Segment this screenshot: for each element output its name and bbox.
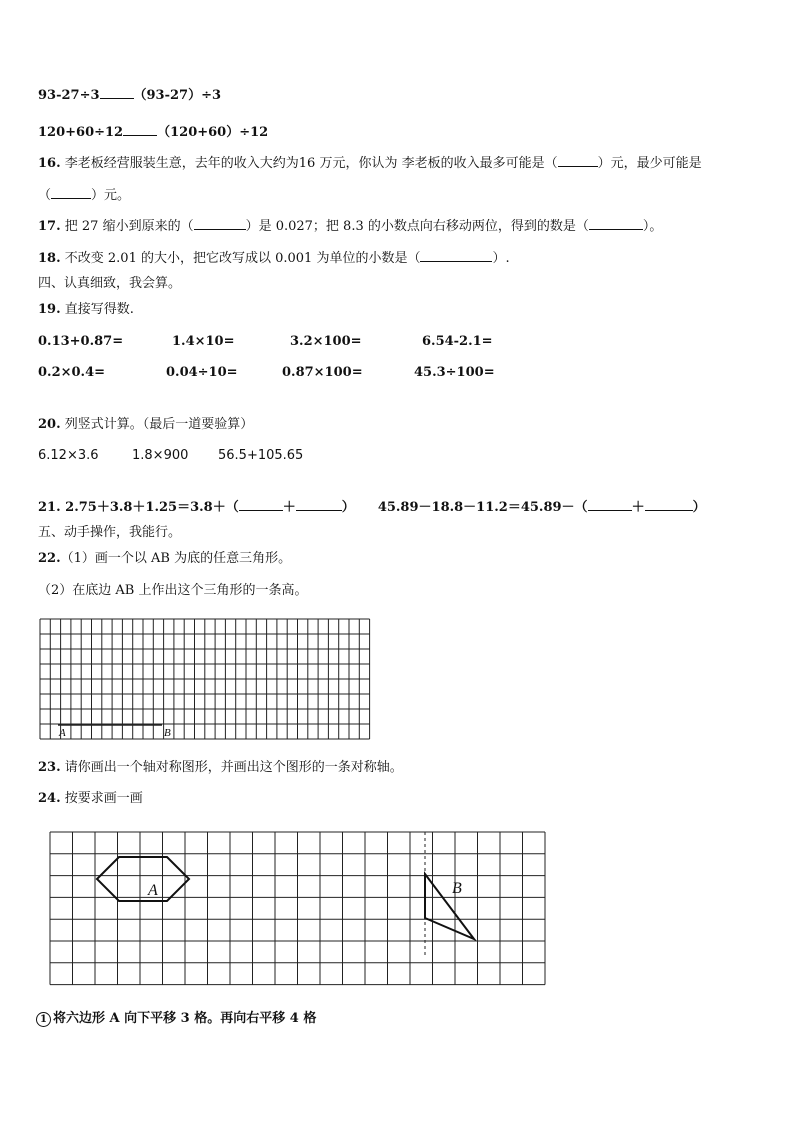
question-18 <box>38 249 510 268</box>
calc-item: 6.54-2.1= <box>422 334 493 349</box>
hexagon-a-label: A <box>148 882 158 899</box>
answer-blank[interactable] <box>100 86 134 99</box>
grid-24[interactable] <box>46 826 552 988</box>
answer-blank[interactable] <box>645 498 693 511</box>
hexagon-a <box>97 857 189 901</box>
answer-blank[interactable] <box>420 249 492 262</box>
q19-title: 直接写得数. <box>64 302 134 317</box>
answer-blank[interactable] <box>589 217 643 230</box>
question-20 <box>38 416 253 434</box>
compare-2-left: 120+60÷12 <box>38 125 124 140</box>
answer-blank[interactable] <box>194 217 246 230</box>
q23-text: 请你画出一个轴对称图形，并画出这个图形的一条对称轴。 <box>64 760 403 775</box>
answer-blank[interactable] <box>588 498 632 511</box>
answer-blank[interactable] <box>296 498 342 511</box>
q21-part1: 2.75＋3.8＋1.25＝3.8＋（ <box>65 500 239 515</box>
compare-2-right: （120+60）÷12 <box>157 125 269 140</box>
calc-item: 0.04÷10= <box>166 365 238 380</box>
plus-sign: ＋ <box>282 500 296 515</box>
q16-text-a: 李老板经营服装生意，去年的收入大约为16 万元，你认为 李老板的收入最多可能是（ <box>64 156 558 171</box>
point-b-label: B <box>164 727 171 739</box>
question-number: 20. <box>38 417 61 432</box>
question-23 <box>38 759 403 777</box>
calc-item: 3.2×100= <box>290 334 362 349</box>
vertical-calc-item: 1.8×900 <box>132 448 189 463</box>
calc-item: 0.2×0.4= <box>38 365 106 380</box>
q17-text-a: 把 27 缩小到原来的（ <box>64 219 194 234</box>
answer-blank[interactable] <box>123 123 157 136</box>
q17-text-b: ）是 0.027；把 8.3 的小数点向右移动两位，得到的数是（ <box>245 219 589 234</box>
step-1-text: 将六边形 A 向下平移 3 格。再向右平移 4 格 <box>53 1011 317 1026</box>
q22-part1: （1）画一个以 AB 为底的任意三角形。 <box>60 551 292 566</box>
q16-text-d: ）元。 <box>91 188 131 203</box>
question-24 <box>38 790 143 808</box>
circled-number-1: 1 <box>36 1012 51 1027</box>
answer-blank[interactable] <box>239 498 283 511</box>
grid-22[interactable] <box>38 617 374 741</box>
q16-text-b: ）元，最少可能是 <box>597 156 702 171</box>
compare-line-2 <box>38 123 268 142</box>
compare-1-right: （93-27）÷3 <box>133 88 222 103</box>
calc-item: 45.3÷100= <box>414 365 495 380</box>
question-16 <box>38 154 702 173</box>
plus-sign: ＋ <box>631 500 645 515</box>
question-16-cont <box>38 186 130 205</box>
triangle-b-label: B <box>452 880 462 897</box>
answer-blank[interactable] <box>558 154 598 167</box>
close-paren: ） <box>341 500 355 515</box>
question-number: 16. <box>38 156 61 171</box>
question-22-part2: （2）在底边 AB 上作出这个三角形的一条高。 <box>38 583 308 598</box>
vertical-calc-item: 6.12×3.6 <box>38 448 99 463</box>
question-number: 19. <box>38 302 61 317</box>
question-number: 21. <box>38 500 61 515</box>
compare-1-left: 93-27÷3 <box>38 88 100 103</box>
question-21 <box>38 498 706 517</box>
q17-text-c: ）。 <box>642 219 663 234</box>
section-4-heading: 四、认真细致，我会算。 <box>38 276 182 291</box>
vertical-calc-item: 56.5+105.65 <box>218 448 304 463</box>
close-paren: ） <box>692 500 706 515</box>
question-number: 17. <box>38 219 61 234</box>
calc-item: 1.4×10= <box>172 334 235 349</box>
question-number: 24. <box>38 791 61 806</box>
compare-line-1 <box>38 86 221 105</box>
calc-item: 0.87×100= <box>282 365 363 380</box>
q16-text-c: （ <box>38 188 52 203</box>
question-22 <box>38 550 291 568</box>
question-number: 23. <box>38 760 61 775</box>
section-5-heading: 五、动手操作，我能行。 <box>38 525 182 540</box>
step-1-instruction <box>36 1010 316 1028</box>
answer-blank[interactable] <box>51 186 91 199</box>
point-a-label: A <box>59 727 66 739</box>
question-19 <box>38 301 134 319</box>
question-17 <box>38 217 662 236</box>
calc-item: 0.13+0.87= <box>38 334 124 349</box>
q18-text-a: 不改变 2.01 的大小，把它改写成以 0.001 为单位的小数是（ <box>64 251 421 266</box>
q24-title: 按要求画一画 <box>64 791 143 806</box>
q21-part2: 45.89－18.8－11.2＝45.89－（ <box>377 500 588 515</box>
q18-text-b: ）. <box>492 251 510 266</box>
question-number: 22. <box>38 551 61 566</box>
q20-title: 列竖式计算。（最后一道要验算） <box>64 417 254 432</box>
question-number: 18. <box>38 251 61 266</box>
